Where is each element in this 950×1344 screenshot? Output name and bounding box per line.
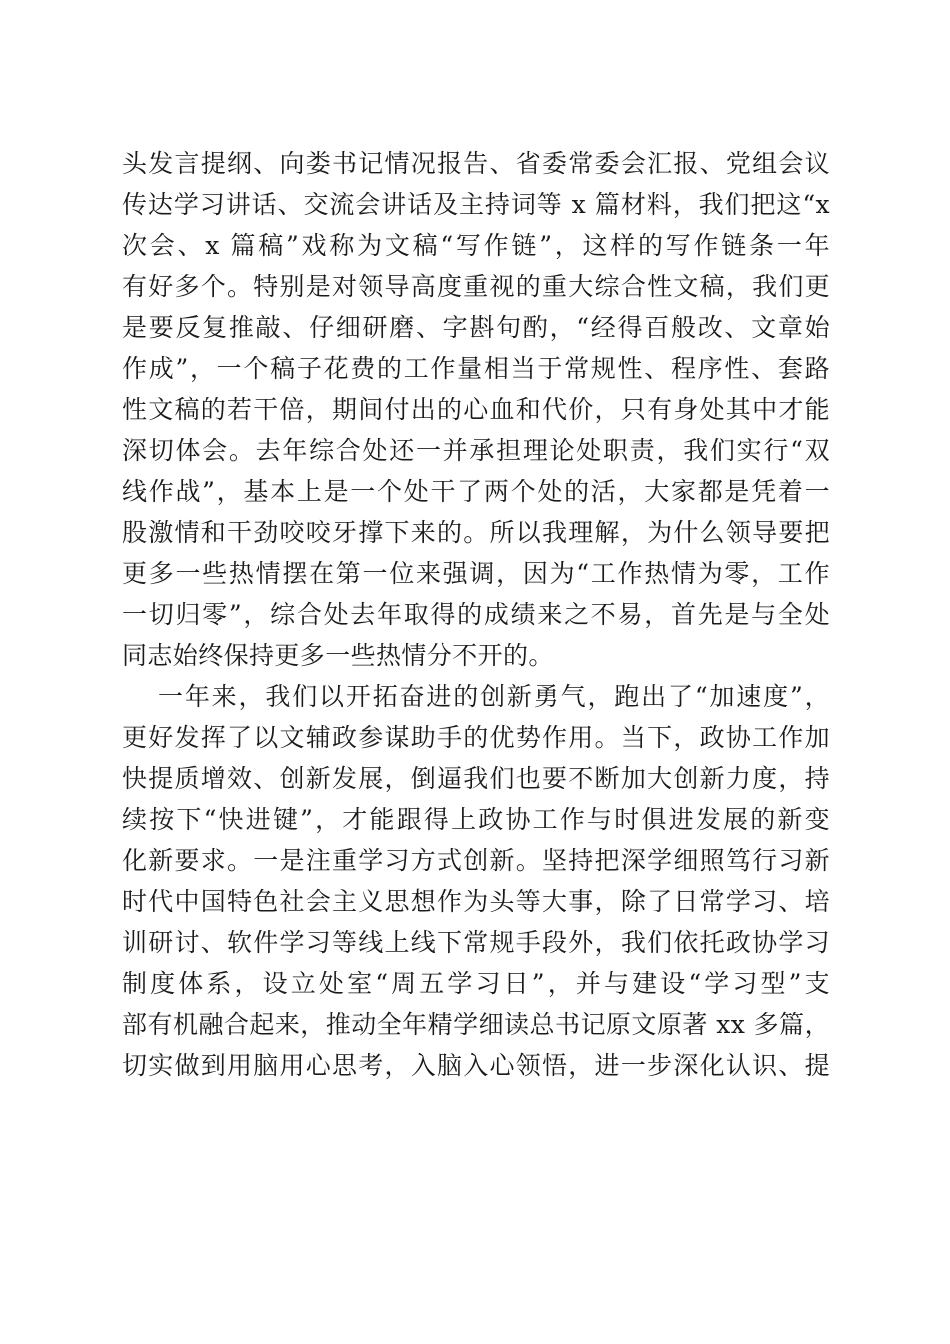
- body-text: [122, 143, 830, 1086]
- text-line: 股激情和干劲咬咬牙撑下来的。所以我理解，为什么领导要把: [122, 518, 830, 547]
- text-line: 时代中国特色社会主义思想作为头等大事，除了日常学习、培: [122, 887, 830, 916]
- text-line: 次会、x 篇稿”戏称为文稿“写作链”，这样的写作链条一年: [122, 231, 830, 260]
- text-line: 化新要求。一是注重学习方式创新。坚持把深学细照笃行习新: [122, 846, 830, 875]
- text-line: 一年来，我们以开拓奋进的创新勇气，跑出了“加速度”，: [158, 682, 830, 711]
- text-line: 续按下“快进键”，才能跟得上政协工作与时俱进发展的新变: [122, 805, 830, 834]
- text-line: 传达学习讲话、交流会讲话及主持词等 x 篇材料，我们把这“x: [122, 190, 830, 219]
- text-line: 是要反复推敲、仔细研磨、字斟句酌，“经得百般改、文章始: [122, 313, 830, 342]
- text-line: 线作战”，基本上是一个处干了两个处的活，大家都是凭着一: [122, 477, 830, 506]
- text-line: 作成”，一个稿子花费的工作量相当于常规性、程序性、套路: [122, 354, 830, 383]
- text-line: 性文稿的若干倍，期间付出的心血和代价，只有身处其中才能: [122, 395, 830, 424]
- paragraph-2: [122, 676, 830, 1086]
- text-line: 训研讨、软件学习等线上线下常规手段外，我们依托政协学习: [122, 928, 830, 957]
- text-line: 部有机融合起来，推动全年精学细读总书记原文原著 xx 多篇，: [122, 1010, 830, 1039]
- text-line: 切实做到用脑用心思考，入脑入心领悟，进一步深化认识、提: [122, 1051, 830, 1080]
- text-line: 快提质增效、创新发展，倒逼我们也要不断加大创新力度，持: [122, 764, 830, 793]
- text-line: 深切体会。去年综合处还一并承担理论处职责，我们实行“双: [122, 436, 830, 465]
- text-line: 一切归零”，综合处去年取得的成绩来之不易，首先是与全处: [122, 600, 830, 629]
- text-line: 有好多个。特别是对领导高度重视的重大综合性文稿，我们更: [122, 272, 830, 301]
- paragraph-1: [122, 143, 830, 676]
- text-line: 头发言提纲、向娄书记情况报告、省委常委会汇报、党组会议: [122, 149, 830, 178]
- text-line: 同志始终保持更多一些热情分不开的。: [122, 641, 554, 670]
- text-line: 更好发挥了以文辅政参谋助手的优势作用。当下，政协工作加: [122, 723, 830, 752]
- text-line: 制度体系，设立处室“周五学习日”，并与建设“学习型”支: [122, 969, 830, 998]
- text-line: 更多一些热情摆在第一位来强调，因为“工作热情为零，工作: [122, 559, 830, 588]
